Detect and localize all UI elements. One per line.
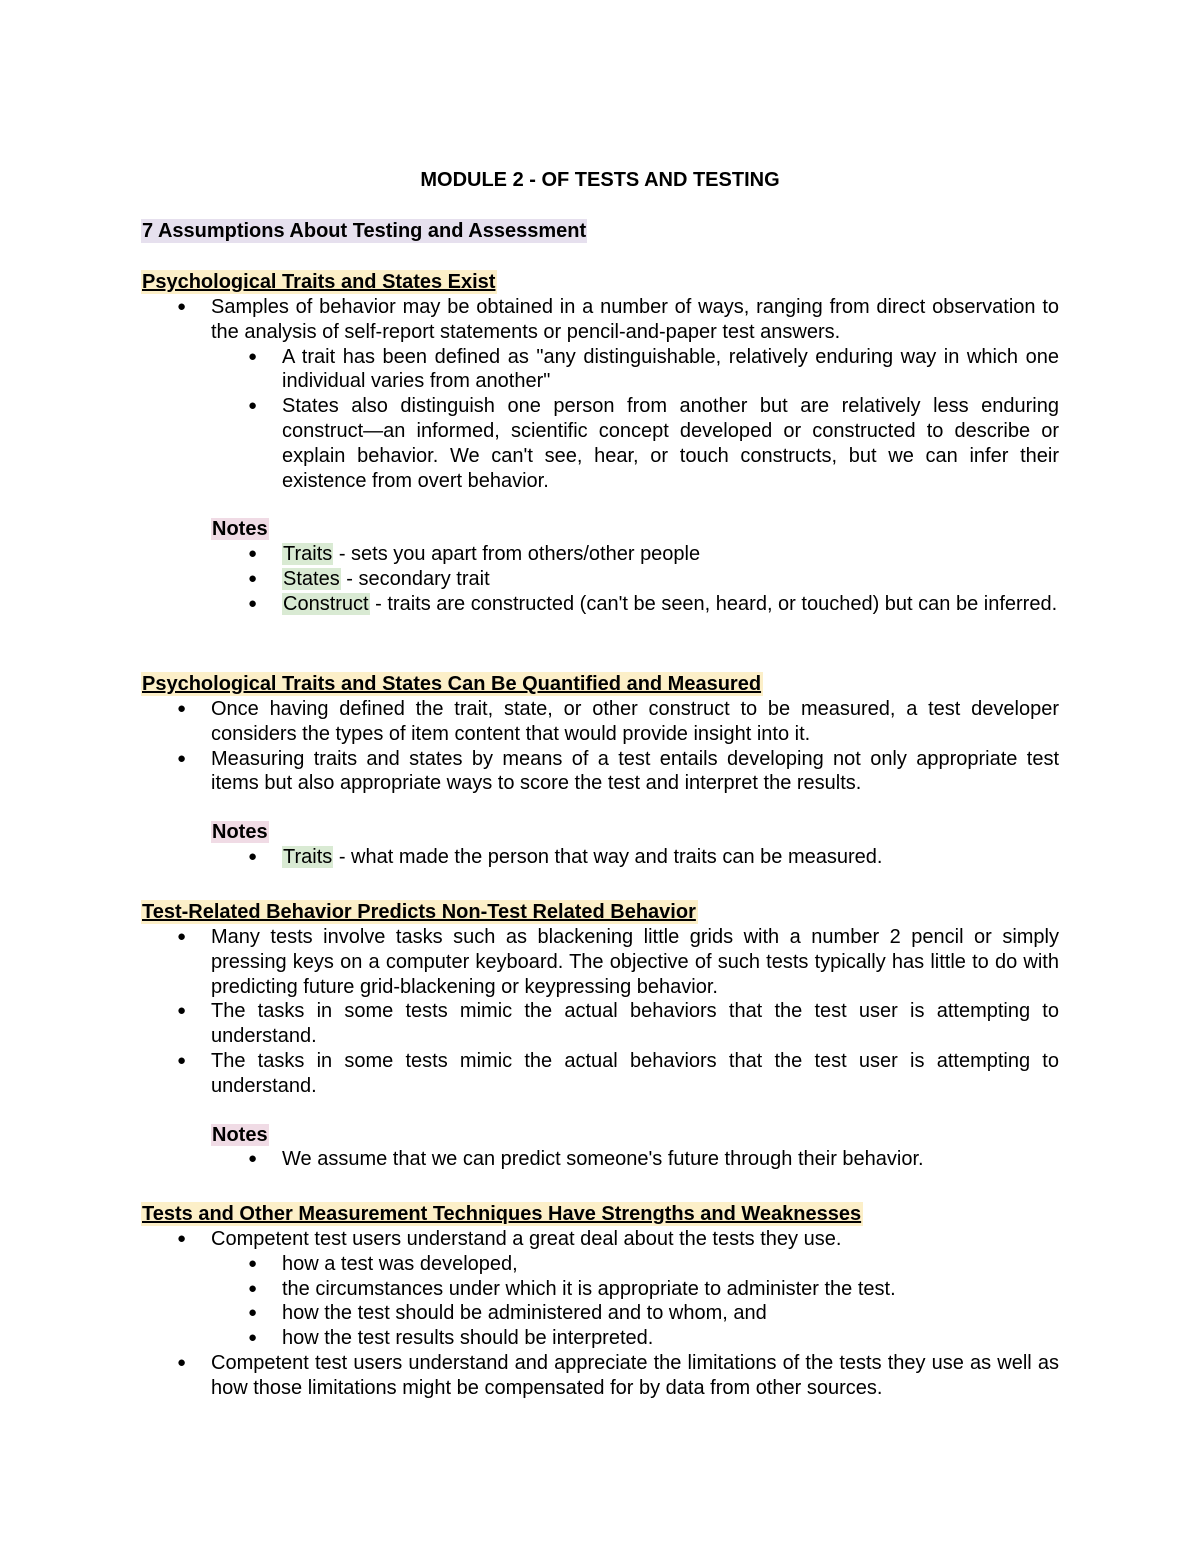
bullet-icon: ● [177,298,187,315]
notes-list [141,845,1059,870]
list-item: ● Many tests involve tasks such as blackening little grids with a number 2 pencil or simply pressing keys on a computer keyboard. The objective of such tests typically has little to do with predicting future grid-blackening or keypressing behavior. [177,926,1059,998]
bullet-icon: ● [177,700,187,717]
list-item: ● the circumstances under which it is appropriate to administer the test. [248,1277,896,1300]
list-item: ● Competent test users understand a great deal about the tests they use. [177,1228,842,1250]
bullet-icon: ● [248,594,258,612]
term-highlight: Traits [283,845,333,868]
bullet-icon: ● [248,1254,258,1272]
bullet-icon: ● [177,1051,187,1069]
section-heading: Tests and Other Measurement Techniques Have Strengths and Weaknesses [142,1203,862,1225]
section-heading: Psychological Traits and States Can Be Quantified and Measured [142,673,762,695]
term-highlight: States [283,567,340,590]
bullet-icon: ● [248,347,258,365]
term-highlight: Traits [283,543,333,566]
bullet-icon: ● [177,1230,187,1247]
bullet-icon: ● [248,397,258,415]
bullet-icon: ● [177,749,187,767]
bullet-list [141,697,1059,796]
list-item: ● Traits - what made the person that way and traits can be measured. [248,845,883,868]
bullet-icon: ● [248,1329,258,1347]
bullet-icon: ● [177,928,187,945]
section-quantified-measured [141,672,1059,870]
list-item: ● Traits - sets you apart from others/other people [248,543,701,566]
list-item: ● We assume that we can predict someone's future through their behavior. [248,1148,924,1171]
notes-list [141,542,1059,616]
list-item: ● how the test results should be interpreted. [248,1327,654,1350]
list-item: ● States - secondary trait [248,567,490,590]
page-title: MODULE 2 - OF TESTS AND TESTING [420,169,780,191]
list-item: ● Construct - traits are constructed (can't be seen, heard, or touched) but can be inferred. [248,592,1058,615]
list-item: ● The tasks in some tests mimic the actual behaviors that the test user is attempting to understand. [177,1049,1059,1097]
section-strengths-weaknesses [141,1202,1059,1401]
bullet-icon: ● [248,1279,258,1297]
notes-list [141,1147,1059,1172]
list-item: ● States also distinguish one person from another but are relatively less enduring construct—an informed, scientific concept developed or constructed to describe or explain behavior. We can't see, hear, or touch constructs, but we can infer their existence from overt behavior. [248,395,1059,492]
bullet-icon: ● [248,1304,258,1322]
bullet-icon: ● [248,847,258,865]
notes-label: Notes [212,821,268,844]
list-item: ● how the test should be administered and to whom, and [248,1302,767,1325]
notes-label: Notes [212,1123,268,1146]
list-item: ● Measuring traits and states by means of a test entails developing not only appropriate test items but also appropriate ways to score the test and interpret the results. [177,747,1059,795]
list-item: ● Once having defined the trait, state, or other construct to be measured, a test developer considers the types of item content that would provide insight into it. [177,698,1059,745]
notes-label: Notes [212,518,268,541]
section-heading: Psychological Traits and States Exist [142,271,496,293]
section-traits-states-exist [141,270,1059,617]
bullet-icon: ● [248,545,258,563]
list-item: ● A trait has been defined as "any distinguishable, relatively enduring way in which one individual varies from another" [248,345,1059,393]
bullet-list [141,925,1059,1099]
bullet-list [141,295,1059,493]
section-test-related-behavior [141,900,1059,1172]
main-heading: 7 Assumptions About Testing and Assessment [142,220,587,242]
bullet-icon: ● [177,1002,187,1020]
section-heading: Test-Related Behavior Predicts Non-Test Related Behavior [142,901,696,923]
bullet-icon: ● [248,569,258,587]
list-item: ● how a test was developed, [248,1252,518,1275]
list-item: ● Samples of behavior may be obtained in a number of ways, ranging from direct observation to the analysis of self-report statements or pencil-and-paper test answers. [177,296,1059,343]
term-highlight: Construct [283,592,369,615]
list-item: ● Competent test users understand and appreciate the limitations of the tests they use as well as how those limitations might be compensated for by data from other sources. [177,1351,1059,1399]
bullet-icon: ● [177,1353,187,1371]
bullet-icon: ● [248,1150,258,1168]
bullet-list [141,1227,1059,1401]
list-item: ● The tasks in some tests mimic the actual behaviors that the test user is attempting to understand. [177,1000,1059,1048]
